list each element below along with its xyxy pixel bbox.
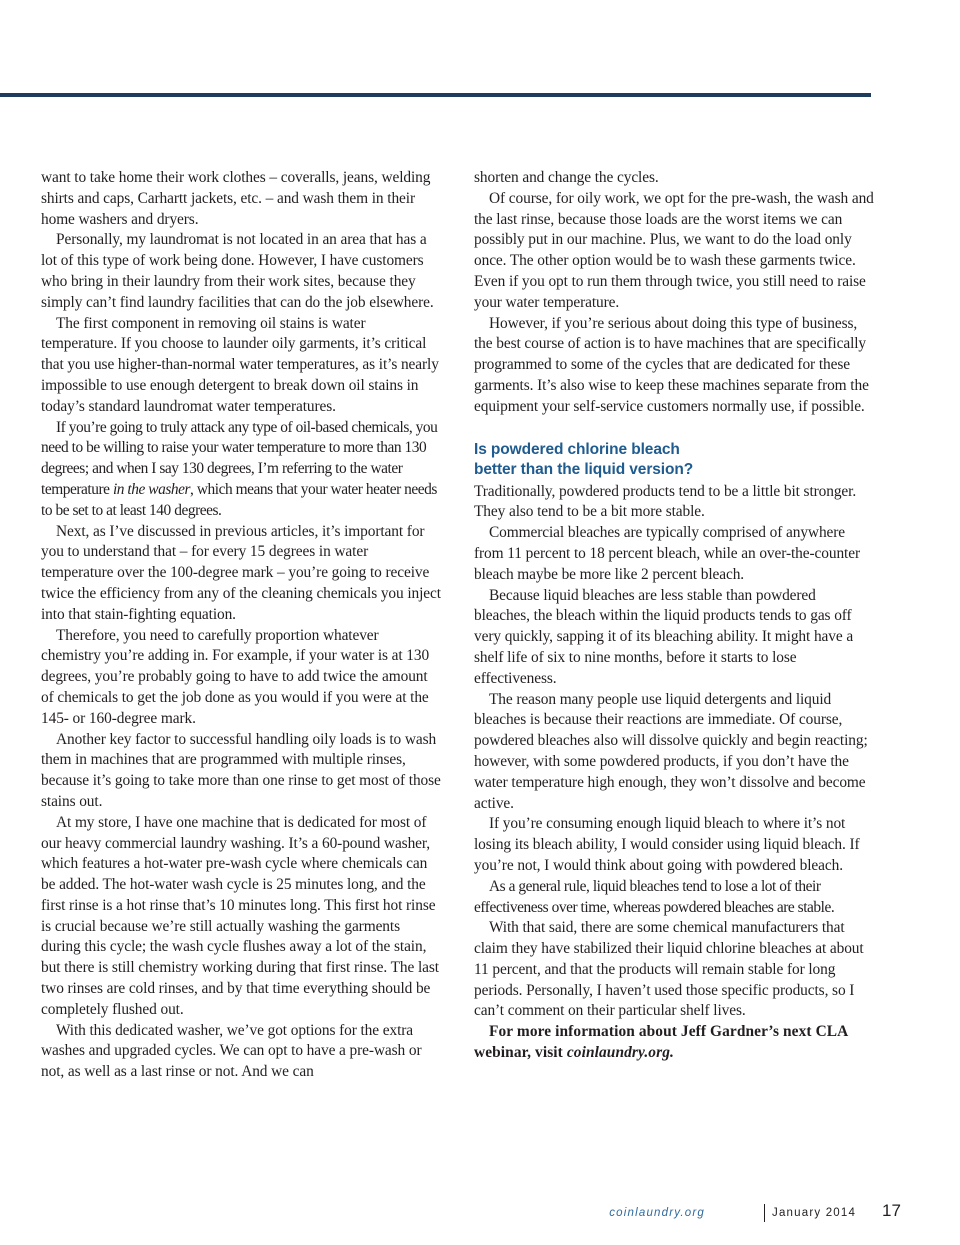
body-paragraph: With this dedicated washer, we’ve got options for the extra washes and upgraded cycles. We can opt to have a pre-wash or not, as well as a last rinse or not. And we can — [41, 1021, 422, 1081]
body-paragraph: However, if you’re serious about doing this type of business, the best course of action is to have machines that are specifically programmed to some of the cycles that are dedicated for these garments. It’s also wise to keep these machines separate from the equipment your self-service customers normally use, if possible. — [474, 314, 869, 415]
closing-note-text: For more information about Jeff Gardner’s next CLA webinar, visit — [474, 1023, 848, 1062]
closing-note-link[interactable]: coinlaundry.org. — [566, 1044, 674, 1062]
body-paragraph: Therefore, you need to carefully proportion whatever chemistry you’re adding in. For example, if your water is at 130 degrees, you’re probably going to have to add twice the amount of chemicals to get the job done as you would if you were at the 145- or 160-degree mark. — [41, 626, 430, 727]
body-paragraph: With that said, there are some chemical manufacturers that claim they have stabilized their liquid chlorine bleaches at about 11 percent, and that the products will remain stable for long periods. Personally, I haven’t used those specific products, so I can’t comment on their particular shelf lives. — [474, 919, 864, 1020]
body-paragraph: Another key factor to successful handling oily loads is to wash them in machines that are programmed with multiple rinses, because it’s going to take more than one rinse to get most of those stains out. — [41, 730, 441, 810]
section-heading-line: Is powdered chlorine bleach — [474, 440, 680, 458]
emphasis-text: in the washer — [112, 480, 191, 498]
body-paragraph: Personally, my laundromat is not located in an area that has a lot of this type of work being done. However, I have customers who bring in their laundry from their work sites, because they simply can’t find laundry facilities that can do the job elsewhere. — [41, 231, 434, 311]
body-paragraph: The reason many people use liquid detergents and liquid bleaches is because their reactions are immediate. Of course, powdered bleaches also will dissolve quickly and begin reacting; however, with some powdered products, if you don’t have the water temperature high enough, they won’t dissolve and become active. — [474, 690, 868, 812]
paragraph-text: , which means that your water heater needs to be set to at least 140 degrees. — [41, 480, 437, 519]
body-paragraph: want to take home their work clothes – coveralls, jeans, welding shirts and caps, Carhartt jackets, etc. – and wash them in their home washers and dryers. — [41, 169, 431, 228]
body-paragraph: shorten and change the cycles. — [474, 169, 659, 186]
left-column — [41, 168, 441, 1083]
body-paragraph: At my store, I have one machine that is dedicated for most of our heavy commercial laundry washing. It’s a 60-pound washer, which features a hot-water pre-wash cycle where chemicals can be added. The hot-water wash cycle is 25 minutes long, and the first rinse is a hot rinse that’s 10 minutes long. This first hot rinse is crucial because we’re still actually washing the garments during this cycle; the wash cycle flushes away a lot of the stain, but there is still chemistry working during that first rinse. The last two rinses are cold rinses, and by that time everything should be completely flushed out. — [41, 813, 439, 1018]
body-paragraph: If you’re consuming enough liquid bleach to where it’s not losing its bleach ability, I would consider using liquid bleach. If you’re not, I would think about going with powdered bleach. — [474, 815, 860, 874]
body-paragraph: The first component in removing oil stains is water temperature. If you choose to launder oily garments, it’s critical that you use higher-than-normal water temperatures, as it’s nearly impossible to use enough detergent to break down oil stains in today’s standard laundromat water temperatures. — [41, 314, 439, 415]
right-column — [474, 168, 874, 1064]
top-rule — [0, 93, 871, 97]
footer-date: January 2014 — [772, 1207, 857, 1219]
page-footer — [560, 1203, 905, 1227]
closing-note — [474, 1022, 874, 1064]
body-paragraph — [41, 418, 441, 522]
footer-divider — [764, 1204, 765, 1222]
paragraph-text: If you’re going to truly attack any type of oil-based chemicals, you need to be willing to raise your water temperature to more than 130 degrees; and when I say 130 degrees, I’m referring to the water temperature — [41, 418, 438, 498]
footer-site: coinlaundry.org — [609, 1207, 705, 1219]
body-paragraph: Traditionally, powdered products tend to be a little bit stronger. They also tend to be a bit more stable. — [474, 482, 857, 521]
body-paragraph: As a general rule, liquid bleaches tend to lose a lot of their effectiveness over time, whereas powdered bleaches are stable. — [474, 877, 835, 916]
body-paragraph: Commercial bleaches are typically comprised of anywhere from 11 percent to 18 percent bleach, while an over-the-counter bleach maybe be more like 2 percent bleach. — [474, 524, 860, 583]
section-heading — [474, 440, 874, 480]
section-heading-line: better than the liquid version? — [474, 460, 694, 478]
body-paragraph: Next, as I’ve discussed in previous articles, it’s important for you to understand that – for every 15 degrees in water temperature over the 100-degree mark – you’re going to receive twice the efficiency from any of the cleaning chemicals you inject into that stain-fighting equation. — [41, 522, 441, 623]
page-number: 17 — [882, 1201, 901, 1220]
body-paragraph: Of course, for oily work, we opt for the pre-wash, the wash and the last rinse, because those loads are the worst items we can possibly put in our machine. Plus, we want to do the load only once. The other option would be to wash these garments twice. Even if you opt to run them through twice, you still need to raise your water temperature. — [474, 189, 874, 311]
body-paragraph: Because liquid bleaches are less stable than powdered bleaches, the bleach within the liquid products tends to gas off very quickly, sapping it of its bleaching ability. It might have a shelf life of six to nine months, before it starts to lose effectiveness. — [474, 586, 854, 687]
